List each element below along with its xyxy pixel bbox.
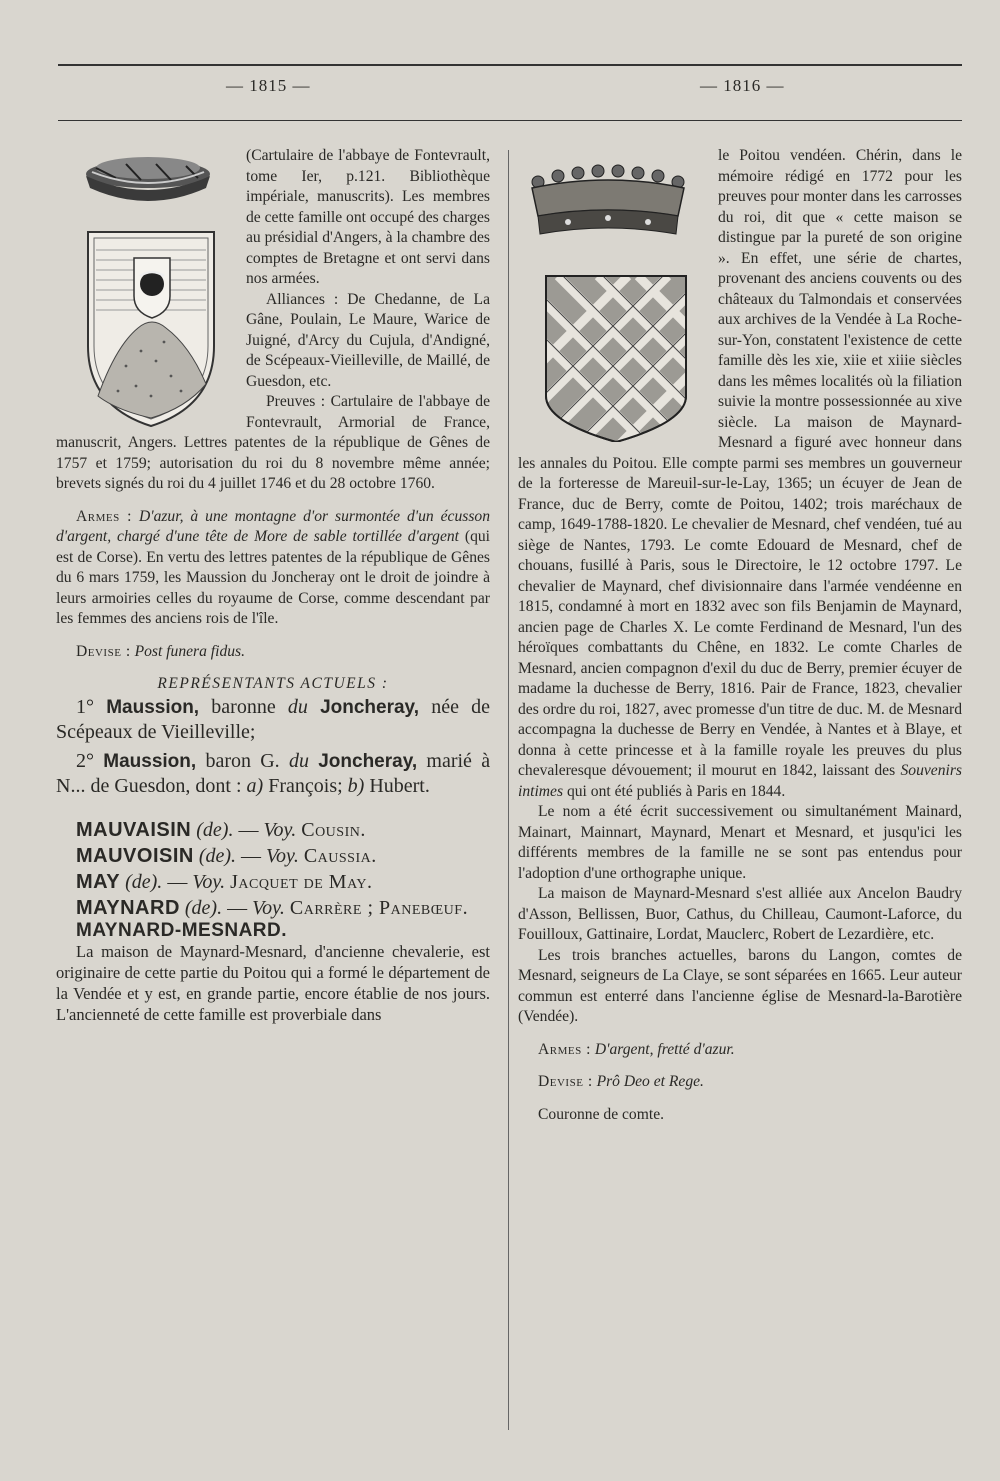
maynard-mesnard-intro: La maison de Maynard-Mesnard, d'ancienne chevalerie, est originaire de cette partie du Poitou qui a formé le département de la Vendée et y est, en grande partie, encore établie de nos jours. L'ancienneté de cette famille est proverbiale dans [56,942,490,1024]
rep2-child-a: François; [268,774,343,797]
entry-voy: Voy. [252,896,285,919]
entry-reference: Caussia. [303,844,377,867]
rep2-name: Maussion, [103,750,197,772]
alliances-right-paragraph: La maison de Maynard-Mesnard s'est alliée aux Ancelon Baudry d'Asson, Bellissen, Buor, Cathus, du Chilleau, Caumont-Laforce, du Fouilloux, Gattinaire, Lordat, Mauclerc, Robert de Lezardière, etc. [518,885,962,943]
header-rule [58,120,962,121]
armes-right-blazon: D'argent, fretté d'azur. [594,1040,735,1058]
entry-voy: Voy. [263,818,297,841]
armes-right-paragraph [518,1040,962,1061]
rep2-child-b: Hubert. [369,774,430,797]
top-rule [58,64,962,66]
representants-heading: REPRÉSENTANTS ACTUELS : [157,675,389,692]
entry-dash: — [238,818,259,841]
rep2-child-b-letter: b) [347,774,365,797]
rep2-du: du [288,749,309,772]
entry-maynard [56,895,490,921]
maussion-coat-of-arms [56,146,238,430]
armes-blazon: D'azur, à une montagne d'or surmontée d'un écusson d'argent, chargé d'une tête de More de sable tortillée d'argent [56,507,490,545]
branches-paragraph: Les trois branches actuelles, barons du Langon, comtes de Mesnard, seigneurs de La Claye, se sont séparées en 1665. Leur auteur commun est enterré dans l'ancienne église de Mesnard-la-Barotière (Vendée). [518,946,962,1025]
history-text: le Poitou vendéen. Chérin, dans le mémoire rédigé en 1772 pour les preuves pour monter dans les carrosses du roi, dit que « cette maison se distingue par la pureté de son origine ». En effet, une série de chartes, provenant des anciens couvents ou des châteaux du Talmondais et conservées aux archives de la Vendée à La Roche-sur-Yon, constatent l'existence de cette famille dès les xie, xiie et xiiie siècles dans les mêmes localités où la filiation suivie la montre possessionnée au xive siècle. La maison de Maynard-Mesnard a figuré avec honneur dans les annales du Poitou. Elle compte parmi ses membres un gouverneur de la forteresse de Mareuil-sur-le-Lay, 1365; un écuyer de Jean de France, duc de Berry, comte de Poitou, 1402; trois maréchaux de camp, 1649-1788-1820. Le chevalier de Mesnard, chef vendéen, tué au siège de Nantes, 1793. Le comte Edouard de Mesnard, chef de chouans, fusillé à Paris, sous le Directoire, le 12 octobre 1797. Le chevalier de Maynard, chef divisionnaire dans l'armée vendéenne en 1815, condamné à mort en 1832 avec son fils Benjamin de Maynard, ancien page de Charles X. Le comte Ferdinand de Mesnard, l'un des héroïques combattants du Chêne, en 1832. Le comte Charles de Mesnard, ancien compagnon d'exil du duc de Berry, premier écuyer de madame la duchesse de Berry, 1816. Pair de France, 1823, chevalier des ordre du roi, 1827, avec promesse d'un titre de duc. M. de Mesnard accompagna la duchesse de Berry en Vendée, à Nantes et à Blaye, et donna à cette princesse et à la famille royale les preuves du plus chevaleresque dévouement; il mourut en 1842, laissant des [518,147,962,779]
devise-right-label: Devise : [538,1073,593,1090]
armes-commentary: (qui est de Corse). En vertu des lettres patentes de la république de Gênes du 6 mars 1759, les Maussion du Joncheray ont le droit de joindre à leurs armoiries celles du royaume de Corse, comme descendant par les femmes des anciens rois de l'île. [56,528,491,627]
entry-voy: Voy. [266,844,299,867]
entry-name: MAYNARD [76,896,180,919]
entry-particle: (de). [196,818,234,841]
rep1-number: 1° [76,695,94,718]
history-text-end: qui ont été publiés à Paris en 1844. [566,782,786,800]
entry-reference: Cousin. [301,818,366,841]
rep2-title: baron G. [205,749,280,772]
rep2-detail: marié à N... de Guesdon, dont : [56,749,491,797]
devise-paragraph [56,642,490,663]
entry-particle: (de). [125,870,163,893]
preuves-paragraph: Preuves : Cartulaire de l'abbaye de Fontevrault, Armorial de France, manuscrit, Angers. Lettres patentes de la république de Gênes de 1757 et 1759; autorisation du roi du 8 novembre même année; brevets signés du roi du 4 juillet 1746 et du 28 octobre 1760. [56,393,490,492]
alliances-paragraph: Alliances : De Chedanne, de La Gâne, Poulain, Le Maure, Warice de Juigné, d'Arcy du Cujula, d'Andigné, de Scépeaux-Vieilleville, de Maillé, de Guesdon, etc. [246,290,490,390]
rep1-place: Joncheray, [320,696,419,718]
rep2-child-a-letter: a) [246,774,264,797]
entry-voy: Voy. [192,870,226,893]
entry-particle: (de). [198,844,237,867]
rep1-detail: née de Scépeaux de Vieilleville; [56,695,491,743]
souvenirs-title: Souvenirs intimes [518,762,962,800]
baron-crown-and-shield-icon [56,146,238,430]
maynard-mesnard-coat-of-arms [518,146,708,442]
entry-mauvoisin [56,843,490,869]
left-column [56,146,490,1025]
maynard-mesnard-heading: MAYNARD-MESNARD. [76,919,288,941]
spelling-paragraph: Le nom a été écrit successivement ou simultanément Mainard, Mainart, Mainnart, Maynard, Menart et Mesnard, et jusqu'ici les différents membres de la famille ne se sont pas entendus pour l'adoption d'une orthographe unique. [518,803,962,882]
entry-dash: — [167,870,188,893]
couronne-paragraph: Couronne de comte. [538,1105,665,1123]
column-divider [508,150,509,1430]
entry-name: MAUVAISIN [76,818,192,841]
rep1-title: baronne [211,695,276,718]
representant-2 [56,749,490,799]
entry-may [56,869,490,895]
devise-right-text: Prô Deo et Rege. [596,1073,704,1090]
entry-name: MAY [76,870,121,893]
rep2-number: 2° [76,749,94,772]
entry-dash: — [227,896,248,919]
entry-mauvaisin [56,817,490,843]
entry-particle: (de). [184,896,223,919]
devise-label: Devise : [76,642,131,660]
armes-right-label: Armes : [538,1040,591,1058]
entry-reference: Jacquet de May. [230,870,373,893]
representant-1 [56,695,490,745]
entry-name: MAUVOISIN [76,844,194,867]
entry-dash: — [241,844,262,867]
count-crown-and-fretty-shield-icon [518,146,708,442]
armes-label: Armes : [76,507,133,525]
rep2-place: Joncheray, [318,750,418,772]
right-column [518,146,962,1125]
page-number-right: — 1816 — [700,76,785,95]
entry-reference: Carrère ; Panebœuf. [289,896,469,919]
devise-right-paragraph [518,1072,962,1093]
rep1-du: du [287,695,308,718]
page-number-left: — 1815 — [226,76,311,95]
left-intro-paragraph: (Cartulaire de l'abbaye de Fontevrault, tome Ier, p.121. Bibliothèque impériale, manuscrits). Les membres de cette famille ont occupé des charges au présidial d'Angers, à la chambre des comptes de Bretagne et ont servi dans nos armées. [246,147,490,287]
rep1-name: Maussion, [106,696,200,718]
armes-paragraph [56,507,490,630]
devise-text: Post funera fidus. [134,642,246,660]
